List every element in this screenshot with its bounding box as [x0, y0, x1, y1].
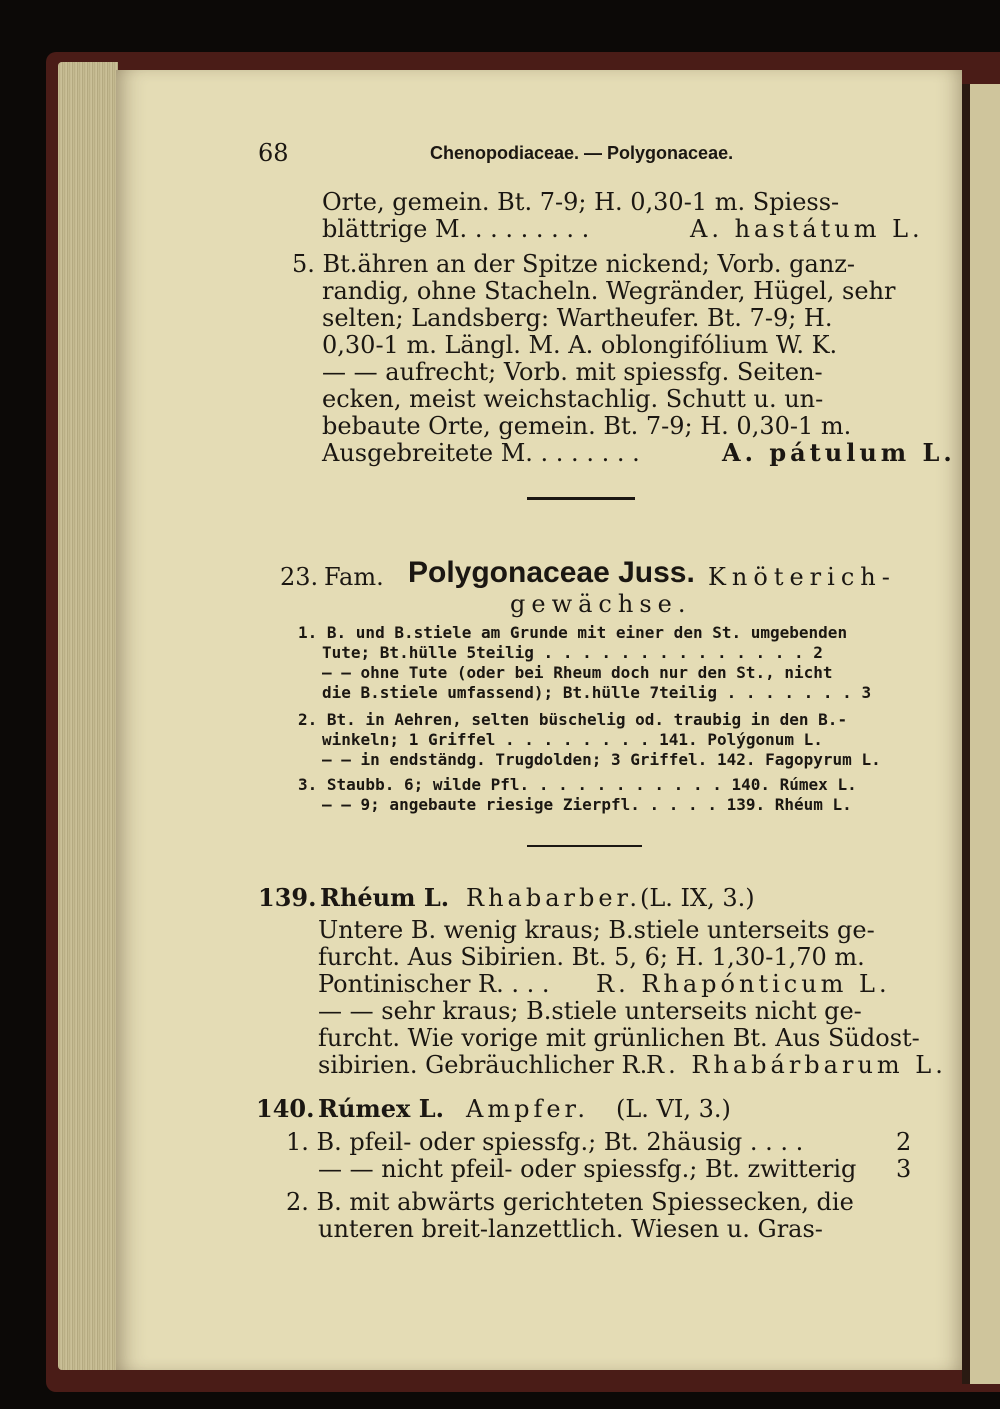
text-line: sibirien. Gebräuchlicher R.: [318, 1051, 648, 1079]
family-common-name-cont: gewächse.: [510, 590, 692, 618]
species-name: A. hastátum L.: [690, 215, 924, 243]
text-line: Ausgebreitete M. . . . . . . .: [322, 439, 640, 467]
species-name: R. Rhapónticum L.: [596, 970, 891, 998]
text-line: — — aufrecht; Vorb. mit spiessfg. Seiten-: [322, 358, 823, 386]
key-line: — — 9; angebaute riesige Zierpfl. . . . . 139. Rhéum L.: [322, 795, 852, 814]
text-line: selten; Landsberg: Wartheufer. Bt. 7-9; H.: [322, 304, 833, 332]
key-line: — — ohne Tute (oder bei Rheum doch nur den St., nicht: [322, 663, 833, 682]
genus-common-name: Ampfer.: [466, 1095, 590, 1123]
text-line: — — sehr kraus; B.stiele unterseits nicht ge-: [318, 997, 862, 1025]
text-line: bebaute Orte, gemein. Bt. 7-9; H. 0,30-1 m.: [322, 412, 852, 440]
key-line: Tute; Bt.hülle 5teilig . . . . . . . . . . . . . . 2: [322, 643, 823, 662]
family-name: Polygonaceae Juss.: [408, 556, 695, 589]
family-number: 23.: [280, 563, 319, 591]
text-line: Untere B. wenig kraus; B.stiele unterseits ge-: [318, 916, 875, 944]
page-number: 68: [258, 139, 289, 167]
genus-name: Rhéum L.: [320, 883, 450, 912]
family-label: Fam.: [324, 563, 384, 591]
key-line: 2. B. mit abwärts gerichteten Spiessecken, die: [286, 1188, 854, 1216]
key-line: — — in endständg. Trugdolden; 3 Griffel. 142. Fagopyrum L.: [322, 750, 881, 769]
text-line: furcht. Aus Sibirien. Bt. 5, 6; H. 1,30-1,70 m.: [318, 943, 865, 971]
text-line: 0,30-1 m. Längl. M. A. oblongifólium W. K.: [322, 331, 838, 359]
species-name: A. pátulum L.: [722, 438, 956, 467]
genus-name: Rúmex L.: [318, 1094, 444, 1123]
species-name: R. Rhabárbarum L.: [646, 1051, 947, 1079]
text-line: Orte, gemein. Bt. 7-9; H. 0,30-1 m. Spiess-: [322, 188, 840, 216]
key-lead-number: 3: [896, 1155, 912, 1183]
section-divider: [527, 845, 642, 847]
running-title: Chenopodiaceae. — Polygonaceae.: [430, 143, 734, 163]
section-divider: [527, 497, 635, 500]
key-line: unteren breit-lanzettlich. Wiesen u. Gras-: [318, 1215, 823, 1243]
text-line: Pontinischer R. . . .: [318, 970, 550, 998]
key-line: 2. Bt. in Aehren, selten büschelig od. traubig in den B.-: [298, 710, 848, 729]
family-common-name: Knöterich-: [708, 563, 896, 591]
text-line: ecken, meist weichstachlig. Schutt u. un-: [322, 385, 824, 413]
key-line: 1. B. pfeil- oder spiessfg.; Bt. 2häusig . . . .: [286, 1128, 804, 1156]
text-line: blättrige M. . . . . . . . .: [322, 215, 590, 243]
genus-number: 140.: [256, 1094, 315, 1123]
key-lead-number: 2: [896, 1128, 912, 1156]
key-line: 1. B. und B.stiele am Grunde mit einer den St. umgebenden: [298, 623, 848, 642]
key-line: winkeln; 1 Griffel . . . . . . . . 141. Polýgonum L.: [322, 730, 823, 749]
key-line: — — nicht pfeil- oder spiessfg.; Bt. zwitterig: [318, 1155, 857, 1183]
key-line: die B.stiele umfassend); Bt.hülle 7teilig . . . . . . . 3: [322, 683, 872, 702]
right-page-edge: [962, 84, 1000, 1384]
key-line: 3. Staubb. 6; wilde Pfl. . . . . . . . . . . 140. Rúmex L.: [298, 775, 857, 794]
text-line: randig, ohne Stacheln. Wegränder, Hügel, sehr: [322, 277, 896, 305]
linne-class: (L. VI, 3.): [616, 1095, 731, 1123]
genus-number: 139.: [258, 883, 317, 912]
text-line: furcht. Wie vorige mit grünlichen Bt. Aus Südost-: [318, 1024, 920, 1052]
genus-common-name: Rhabarber.: [466, 884, 642, 912]
linne-class: (L. IX, 3.): [640, 884, 755, 912]
page-edges: [58, 62, 118, 1370]
text-line: 5. Bt.ähren an der Spitze nickend; Vorb. ganz-: [292, 250, 856, 278]
